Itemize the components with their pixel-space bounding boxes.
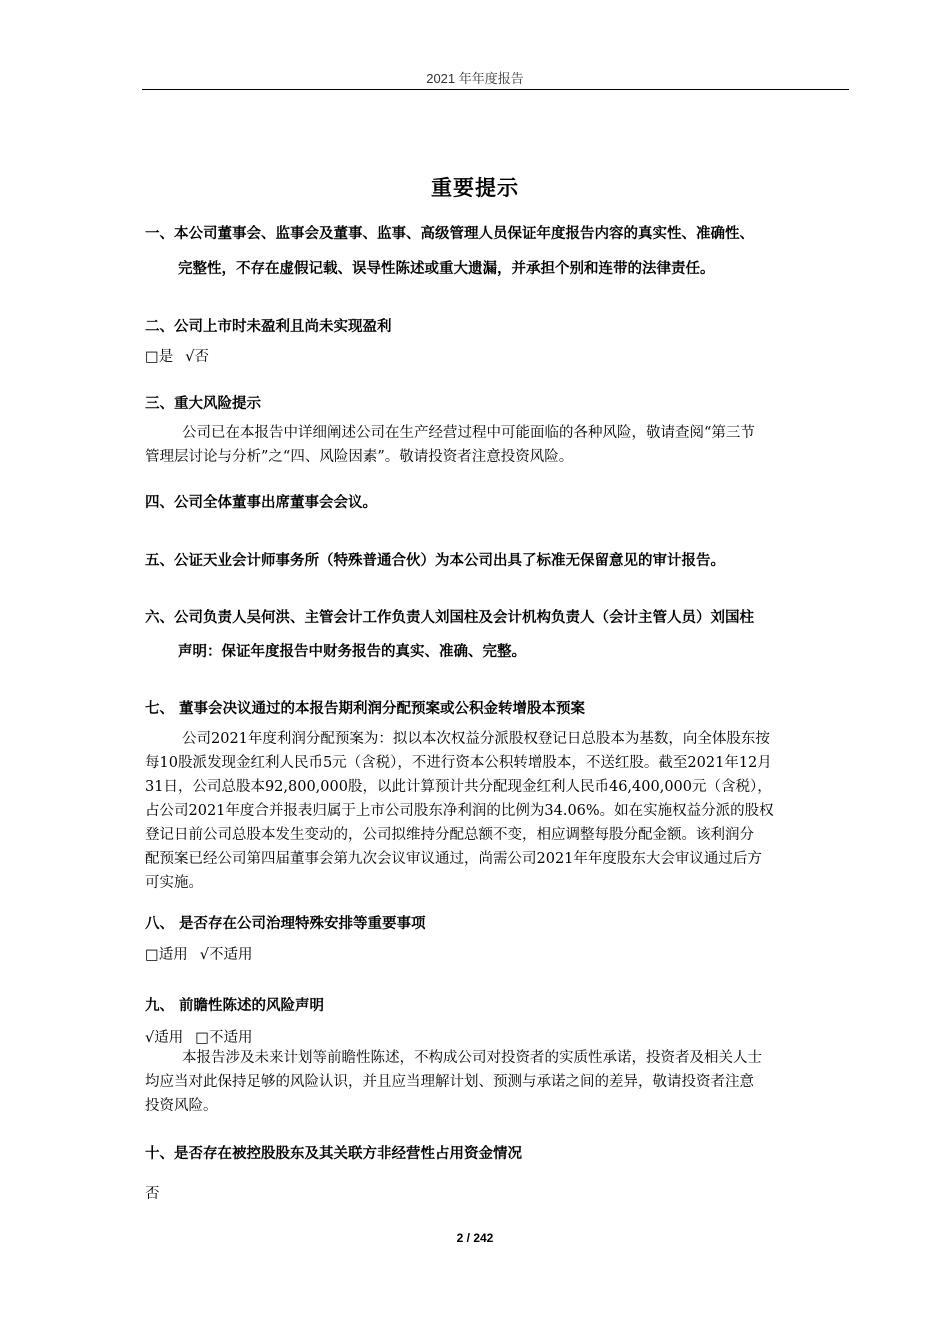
item-six-line-2: 声明：保证年度报告中财务报告的真实、准确、完整。 — [178, 644, 526, 660]
item-nine-line: 本报告涉及未来计划等前瞻性陈述，不构成公司对投资者的实质性承诺，投资者及相关人士 — [182, 1050, 762, 1066]
item-nine-line: 投资风险。 — [145, 1098, 218, 1114]
item-three-line: 管理层讨论与分析”之“四、风险因素”。敬请投资者注意投资风险。 — [145, 449, 574, 465]
item-seven-line: 配预案已经公司第四届董事会第九次会议审议通过，尚需公司2021年年度股东大会审议通过后方 — [145, 851, 762, 867]
item-seven-line: 登记日前公司总股本发生变动的，公司拟维持分配总额不变，相应调整每股分配金额。该利润分 — [145, 827, 754, 843]
item-three-line: 公司已在本报告中详细阐述公司在生产经营过程中可能面临的各种风险，敬请查阅“第三节 — [182, 425, 755, 441]
option-yes: □是 — [145, 349, 174, 365]
item-nine-options — [145, 1026, 252, 1047]
option-not-apply: □不适用 — [195, 1030, 253, 1046]
item-one-line-1: 一、本公司董事会、监事会及董事、监事、高级管理人员保证年度报告内容的真实性、准确性、 — [145, 226, 754, 242]
option-no: √否 — [185, 349, 209, 365]
header-divider — [142, 89, 849, 90]
item-seven-line: 公司2021年度利润分配预案为：拟以本次权益分派股权登记日总股本为基数，向全体股东按 — [182, 731, 770, 747]
item-six-line-1: 六、公司负责人吴何洪、主管会计工作负责人刘国柱及会计机构负责人（会计主管人员）刘国柱 — [145, 610, 754, 626]
page-title: 重要提示 — [431, 176, 519, 200]
option-apply: □适用 — [145, 947, 188, 963]
item-seven-heading: 七、 董事会决议通过的本报告期利润分配预案或公积金转增股本预案 — [145, 701, 586, 717]
option-not-apply: √不适用 — [199, 947, 253, 963]
item-eight-options — [145, 943, 252, 964]
item-seven-line: 占公司2021年度合并报表归属于上市公司股东净利润的比例为34.06%。如在实施权益分派的股权 — [145, 803, 774, 819]
item-seven-line: 可实施。 — [145, 875, 203, 891]
item-nine-heading: 九、 前瞻性陈述的风险声明 — [145, 998, 325, 1014]
item-two-heading: 二、公司上市时未盈利且尚未实现盈利 — [145, 319, 392, 335]
item-five-heading: 五、公证天业会计师事务所（特殊普通合伙）为本公司出具了标准无保留意见的审计报告。 — [145, 553, 725, 569]
running-header: 2021 年年度报告 — [426, 71, 524, 86]
item-seven-line: 每10股派发现金红利人民币5元（含税），不进行资本公积转增股本，不送红股。截至2021年12月 — [145, 755, 772, 771]
page-number: 2 / 242 — [456, 1231, 494, 1245]
item-ten-heading: 十、是否存在被控股股东及其关联方非经营性占用资金情况 — [145, 1146, 522, 1162]
item-seven-line: 31日，公司总股本92,800,000股，以此计算预计共分配现金红利人民币46,400,000元（含税）， — [145, 779, 772, 795]
item-two-options — [145, 345, 209, 366]
item-ten-answer: 否 — [145, 1186, 160, 1202]
item-three-heading: 三、重大风险提示 — [145, 396, 261, 412]
item-eight-heading: 八、 是否存在公司治理特殊安排等重要事项 — [145, 916, 426, 932]
item-four-heading: 四、公司全体董事出席董事会会议。 — [145, 495, 377, 511]
item-nine-line: 均应当对此保持足够的风险认识，并且应当理解计划、预测与承诺之间的差异，敬请投资者注意 — [145, 1074, 754, 1090]
item-one-line-2: 完整性，不存在虚假记载、误导性陈述或重大遗漏，并承担个别和连带的法律责任。 — [178, 261, 715, 277]
option-apply: √适用 — [145, 1030, 184, 1046]
